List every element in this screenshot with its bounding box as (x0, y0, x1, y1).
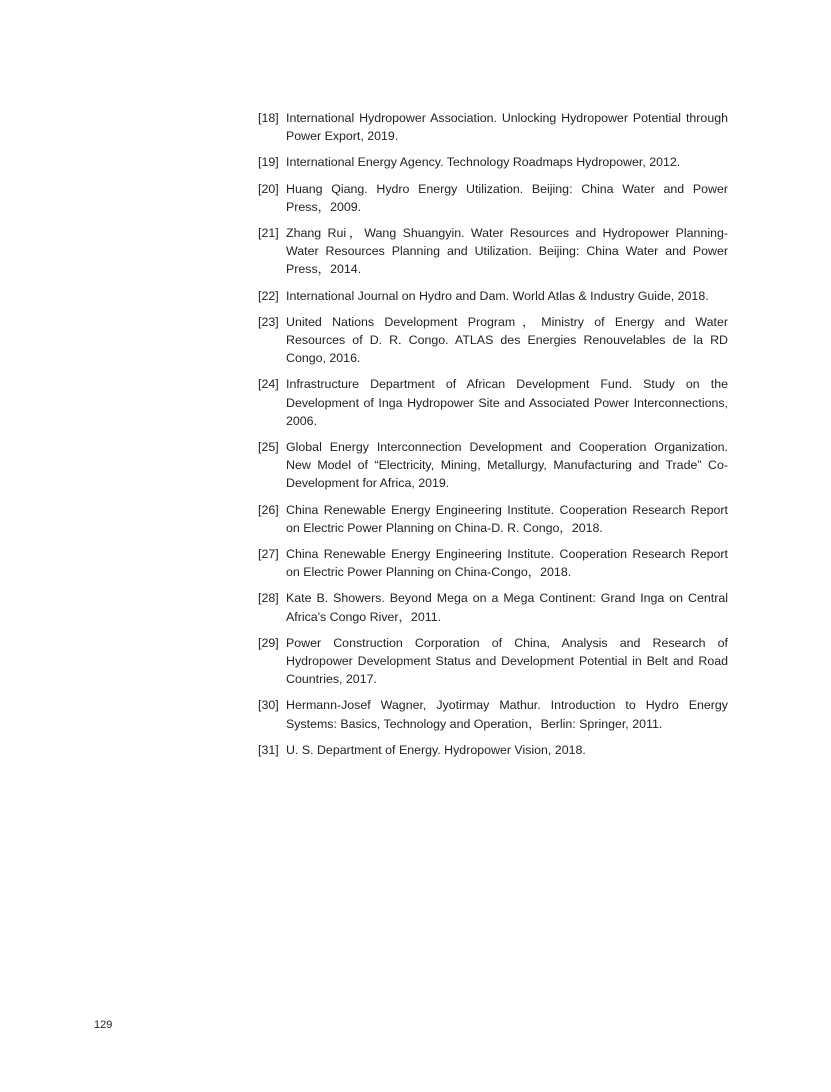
reference-item (258, 438, 728, 493)
reference-text: Global Energy Interconnection Development and Cooperation Organization. New Model of “Electricity, Mining, Metallurgy, Manufacturing and Trade” Co-Development for Africa, 2019. (286, 440, 728, 491)
reference-item (258, 741, 728, 759)
reference-text: Infrastructure Department of African Development Fund. Study on the Development of Inga Hydropower Site and Associated Power Interconnections, 2006. (286, 377, 728, 428)
reference-number: [30] (258, 698, 279, 713)
reference-item (258, 589, 728, 625)
reference-number: [27] (258, 547, 279, 562)
reference-item (258, 287, 728, 305)
reference-number: [26] (258, 502, 279, 517)
reference-text: Hermann-Josef Wagner, Jyotirmay Mathur. Introduction to Hydro Energy Systems: Basics, Technology and Operation，Berlin: Springer, 2011. (286, 698, 728, 731)
reference-text: United Nations Development Program，Ministry of Energy and Water Resources of D. R. Congo. ATLAS des Energies Renouvelables de la RD Congo, 2016. (286, 314, 728, 366)
reference-item (258, 313, 728, 368)
reference-item (258, 224, 728, 279)
reference-text: China Renewable Energy Engineering Institute. Cooperation Research Report on Electric Power Planning on China-D. R. Congo，2018. (286, 502, 728, 535)
reference-number: [23] (258, 314, 279, 329)
reference-item (258, 180, 728, 216)
reference-text: International Energy Agency. Technology Roadmaps Hydropower, 2012. (286, 155, 681, 170)
reference-number: [19] (258, 155, 279, 170)
reference-number: [20] (258, 181, 279, 196)
reference-text: Kate B. Showers. Beyond Mega on a Mega Continent: Grand Inga on Central Africa's Congo River，2011. (286, 591, 728, 624)
reference-item (258, 501, 728, 537)
reference-number: [22] (258, 288, 279, 303)
reference-text: International Journal on Hydro and Dam. World Atlas & Industry Guide, 2018. (286, 288, 709, 303)
reference-text: China Renewable Energy Engineering Institute. Cooperation Research Report on Electric Power Planning on China-Congo，2018. (286, 547, 728, 580)
reference-text: Zhang Rui，Wang Shuangyin. Water Resources and Hydropower Planning-Water Resources Planning and Utilization. Beijing: China Water and Power Press，2014. (286, 226, 728, 277)
reference-text: International Hydropower Association. Unlocking Hydropower Potential through Power Export, 2019. (286, 111, 728, 144)
reference-text: Power Construction Corporation of China, Analysis and Research of Hydropower Development Status and Development Potential in Belt and Road Countries, 2017. (286, 635, 728, 687)
reference-text: Huang Qiang. Hydro Energy Utilization. Beijing: China Water and Power Press，2009. (286, 181, 728, 214)
reference-number: [28] (258, 591, 279, 606)
reference-number: [21] (258, 226, 279, 241)
reference-number: [18] (258, 111, 279, 125)
reference-number: [29] (258, 635, 279, 650)
page-number: 129 (94, 1019, 113, 1031)
reference-item (258, 545, 728, 581)
reference-number: [31] (258, 742, 279, 757)
reference-item (258, 109, 728, 145)
reference-item (258, 634, 728, 689)
reference-number: [25] (258, 440, 279, 455)
reference-item (258, 696, 728, 732)
reference-number: [24] (258, 377, 279, 392)
reference-text: U. S. Department of Energy. Hydropower Vision, 2018. (286, 742, 586, 757)
reference-item (258, 375, 728, 430)
reference-list (258, 109, 728, 767)
reference-item (258, 153, 728, 171)
